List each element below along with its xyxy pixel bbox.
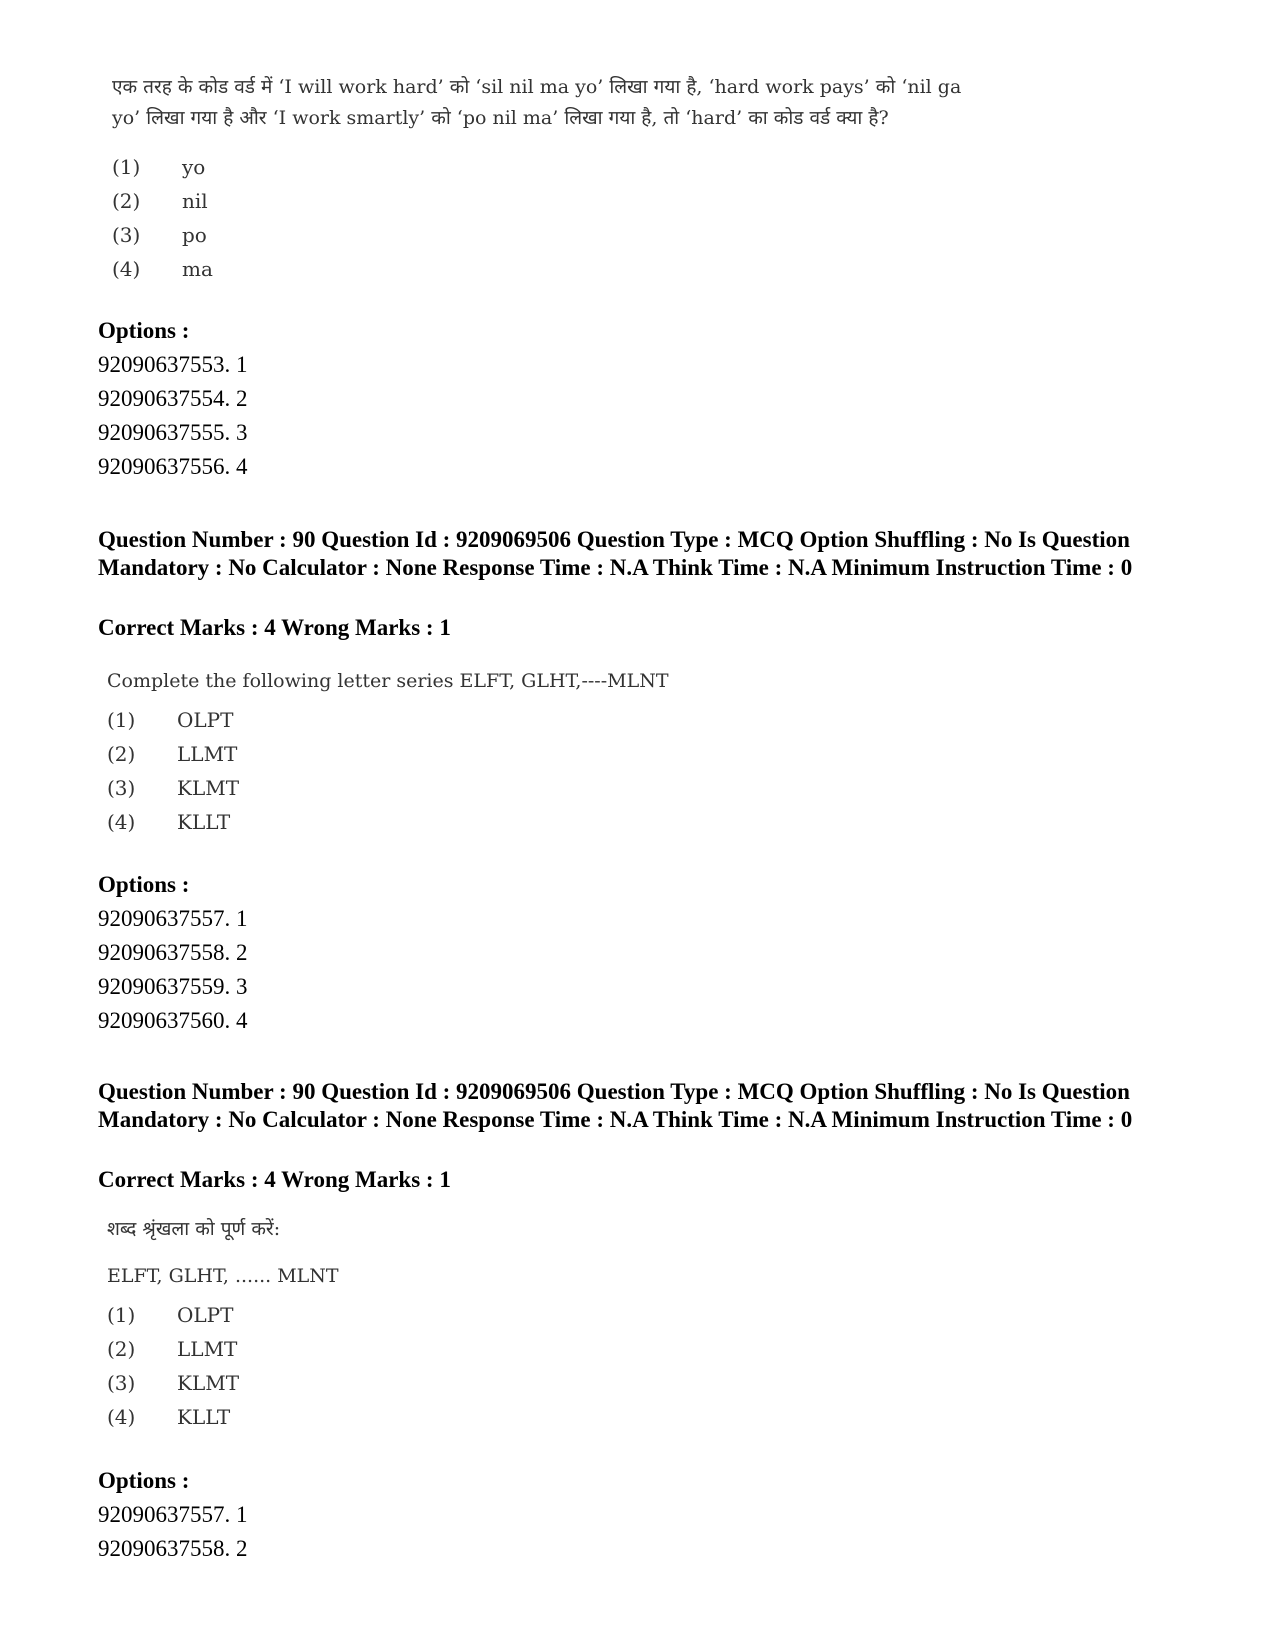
question-90b-meta: Question Number : 90 Question Id : 9209069506 Question Type : MCQ Option Shuffling : No Is Question Mandatory : No Calculator : None Response Time : N.A Think Time : N.A Minimum Instruction Time : 0 bbox=[98, 1079, 1133, 1132]
question-89-image bbox=[112, 72, 961, 286]
choice-item bbox=[112, 252, 961, 286]
option-id-line: 92090637557. 1 bbox=[98, 1502, 248, 1527]
option-id-line: 92090637558. 2 bbox=[98, 1536, 248, 1561]
question-90a-stem: Complete the following letter series ELFT, GLHT,----MLNT bbox=[107, 670, 669, 692]
options-heading: Options : bbox=[98, 318, 190, 343]
choice-text: KLLT bbox=[177, 810, 231, 834]
choice-item bbox=[112, 150, 961, 184]
question-90a-marks: Correct Marks : 4 Wrong Marks : 1 bbox=[98, 615, 451, 640]
choice-text: LLMT bbox=[177, 742, 238, 766]
question-89-stem-line-1: एक तरह के कोड वर्ड में ‘I will work hard’ को ‘sil nil ma yo’ लिखा गया है, ‘hard work pays’ को ‘nil ga bbox=[112, 76, 962, 98]
question-90b-image bbox=[107, 1214, 339, 1434]
options-heading: Options : bbox=[98, 1468, 190, 1493]
choice-number: (1) bbox=[107, 1303, 136, 1327]
choice-text: KLMT bbox=[177, 1371, 240, 1395]
choice-number: (1) bbox=[107, 708, 136, 732]
question-89-stem-line-2: yo’ लिखा गया है और ‘I work smartly’ को ‘po nil ma’ लिखा गया है, तो ‘hard’ का कोड वर्ड क्या है? bbox=[112, 107, 889, 129]
choice-number: (1) bbox=[112, 155, 141, 179]
choice-text: yo bbox=[182, 155, 206, 179]
choice-item bbox=[107, 1400, 339, 1434]
choice-text: OLPT bbox=[177, 1303, 234, 1327]
choice-number: (2) bbox=[107, 1337, 136, 1361]
choice-item bbox=[112, 218, 961, 252]
choice-text: OLPT bbox=[177, 708, 234, 732]
option-id-line: 92090637555. 3 bbox=[98, 420, 248, 445]
choice-number: (4) bbox=[107, 810, 136, 834]
options-heading: Options : bbox=[98, 872, 190, 897]
choice-item bbox=[107, 771, 669, 805]
choice-item bbox=[107, 1298, 339, 1332]
choice-number: (3) bbox=[107, 776, 136, 800]
choice-item bbox=[107, 737, 669, 771]
choice-number: (4) bbox=[107, 1405, 136, 1429]
choice-number: (2) bbox=[107, 742, 136, 766]
choice-text: ma bbox=[182, 257, 213, 281]
question-90a-meta: Question Number : 90 Question Id : 9209069506 Question Type : MCQ Option Shuffling : No Is Question Mandatory : No Calculator : None Response Time : N.A Think Time : N.A Minimum Instruction Time : 0 bbox=[98, 527, 1133, 580]
choice-item bbox=[107, 1366, 339, 1400]
option-id-line: 92090637554. 2 bbox=[98, 386, 248, 411]
option-id-line: 92090637553. 1 bbox=[98, 352, 248, 377]
choice-text: KLLT bbox=[177, 1405, 231, 1429]
question-89-options bbox=[98, 314, 248, 484]
question-90b-options bbox=[98, 1464, 248, 1566]
option-id-line: 92090637559. 3 bbox=[98, 974, 248, 999]
option-id-line: 92090637558. 2 bbox=[98, 940, 248, 965]
choice-item bbox=[107, 703, 669, 737]
choice-text: KLMT bbox=[177, 776, 240, 800]
choice-item bbox=[107, 805, 669, 839]
choice-item bbox=[107, 1332, 339, 1366]
choice-number: (3) bbox=[107, 1371, 136, 1395]
question-90a-image bbox=[107, 666, 669, 839]
question-90b-stem-series: ELFT, GLHT, ...... MLNT bbox=[107, 1265, 339, 1287]
option-id-line: 92090637560. 4 bbox=[98, 1008, 248, 1033]
question-90b-stem-hindi: शब्द श्रृंखला को पूर्ण करें: bbox=[107, 1218, 281, 1240]
choice-text: nil bbox=[182, 189, 208, 213]
choice-item bbox=[112, 184, 961, 218]
choice-number: (2) bbox=[112, 189, 141, 213]
choice-number: (4) bbox=[112, 257, 141, 281]
choice-text: po bbox=[182, 223, 207, 247]
choice-text: LLMT bbox=[177, 1337, 238, 1361]
option-id-line: 92090637557. 1 bbox=[98, 906, 248, 931]
option-id-line: 92090637556. 4 bbox=[98, 454, 248, 479]
question-90b-marks: Correct Marks : 4 Wrong Marks : 1 bbox=[98, 1167, 451, 1192]
question-90a-options bbox=[98, 868, 248, 1038]
choice-number: (3) bbox=[112, 223, 141, 247]
